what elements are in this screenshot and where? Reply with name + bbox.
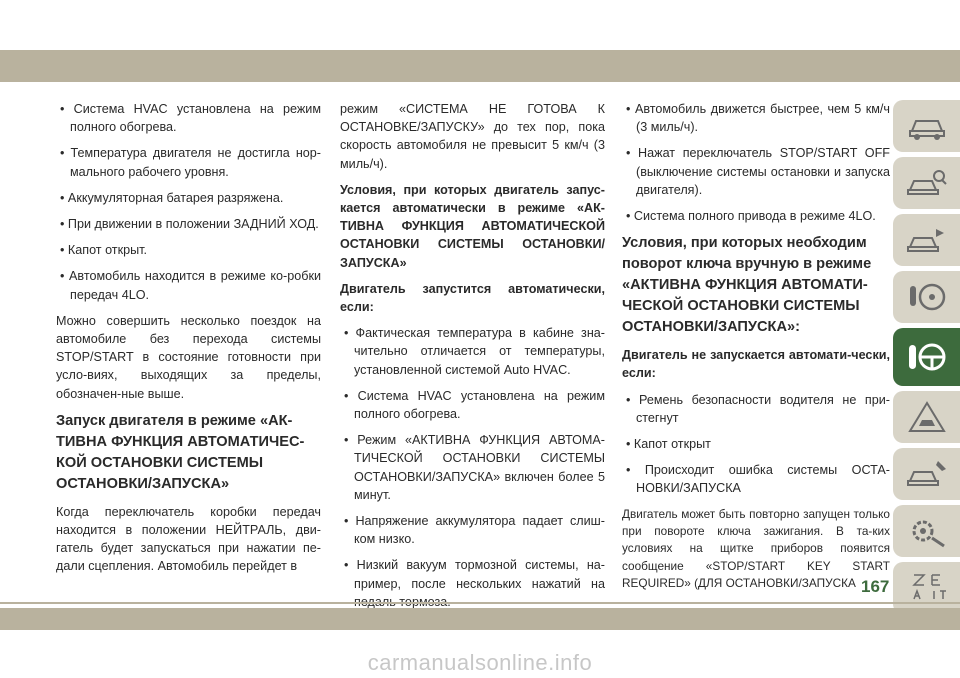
key-wheel-icon xyxy=(906,280,948,314)
list-item: • Автомобиль находится в режиме ко-робки передач 4LO. xyxy=(56,267,321,303)
car-icon xyxy=(906,109,948,143)
subsection-heading: Двигатель не запускается автомати-чески, если: xyxy=(622,348,890,381)
tab-car-search-icon[interactable] xyxy=(893,157,960,209)
section-heading: Условия, при которых необходим поворот ключа вручную в режиме «АКТИВНА ФУНКЦИЯ АВТОМАТИ-ЧЕСКОЙ ОСТАНОВКИ СИСТЕМЫ ОСТАНОВКИ/ЗАПУСКА»: xyxy=(622,235,872,336)
tab-gear-wrench-icon[interactable] xyxy=(893,505,960,557)
column-left xyxy=(56,100,321,584)
warning-car-icon xyxy=(906,400,948,434)
section-heading: Запуск двигателя в режиме «АК-ТИВНА ФУНКЦИЯ АВТОМАТИЧЕС-КОЙ ОСТАНОВКИ СИСТЕМЫ ОСТАНОВКИ/ЗАПУСКА» xyxy=(56,412,305,492)
car-wrench-icon xyxy=(906,457,948,491)
paragraph: режим «СИСТЕМА НЕ ГОТОВА К ОСТАНОВКЕ/ЗАПУСКУ» до тех пор, пока скорость автомобиля не превысит 5 км/ч (3 миль/ч). xyxy=(340,102,605,171)
list-item: • Напряжение аккумулятора падает слиш-ком низко. xyxy=(340,512,605,548)
column-middle xyxy=(340,100,605,619)
tab-car-icon[interactable] xyxy=(893,100,960,152)
subsection-heading: Двигатель запустится автоматически, если: xyxy=(340,281,605,315)
alphabet-index-icon xyxy=(906,571,948,605)
list-item: • Автомобиль движется быстрее, чем 5 км/ч (3 миль/ч). xyxy=(622,100,890,136)
list-item: • Система HVAC установлена на режим полного обогрева. xyxy=(56,100,321,136)
list-item: • Температура двигателя не достигла нор-мального рабочего уровня. xyxy=(56,144,321,180)
list-item: • Ремень безопасности водителя не при-стегнут xyxy=(622,391,890,427)
chapter-tabs xyxy=(893,100,960,619)
tab-key-wheel-icon[interactable] xyxy=(893,271,960,323)
paragraph: Можно совершить несколько поездок на автомобиле без перехода системы STOP/START в состояние готовности при усло-виях, выходящих за пределы, обозначен-ные выше. xyxy=(56,313,321,401)
gear-wrench-icon xyxy=(906,514,948,548)
column-right xyxy=(622,100,890,601)
list-item: • Капот открыт xyxy=(622,435,890,453)
tab-car-wrench-icon[interactable] xyxy=(893,448,960,500)
list-item: • Режим «АКТИВНА ФУНКЦИЯ АВТОМА-ТИЧЕСКОЙ ОСТАНОВКИ СИСТЕМЫ ОСТАНОВКИ/ЗАПУСКА» включен более 5 минут. xyxy=(340,431,605,504)
header-band xyxy=(0,50,960,82)
tab-car-arrow-icon[interactable] xyxy=(893,214,960,266)
car-arrow-icon xyxy=(906,223,948,257)
subsection-heading: Условия, при которых двигатель запус-кается автоматически в режиме «АК-ТИВНА ФУНКЦИЯ АВТОМАТИЧЕСКОЙ ОСТАНОВКИ СИСТЕМЫ ОСТАНОВКИ/ЗАПУСКА» xyxy=(340,182,605,270)
tab-warning-car-icon[interactable] xyxy=(893,391,960,443)
tab-active[interactable] xyxy=(893,328,960,386)
watermark: carmanualsonline.info xyxy=(367,650,593,675)
list-item: • Нажат переключатель STOP/START OFF (выключение системы остановки и запуска двигателя). xyxy=(622,144,890,199)
list-item: • Аккумуляторная батарея разряжена. xyxy=(56,189,321,207)
list-item: • Низкий вакуум тормозной системы, на-пример, после нескольких нажатий на xyxy=(340,556,605,611)
footer-band xyxy=(0,608,960,630)
car-search-icon xyxy=(906,166,948,200)
list-item: • Система HVAC установлена на режим полного обогрева. xyxy=(340,387,605,423)
tab-alphabet-index-icon[interactable] xyxy=(893,562,960,614)
list-item: • Фактическая температура в кабине зна-чительно отличается от температуры, установленной системой Auto HVAC. xyxy=(340,324,605,379)
list-item: • Капот открыт. xyxy=(56,241,321,259)
footer-line xyxy=(0,602,960,604)
list-item: • Система полного привода в режиме 4LO. xyxy=(622,207,890,225)
page-number: 167 xyxy=(861,577,890,596)
steering-wheel-key-icon xyxy=(906,340,948,374)
paragraph: Когда переключатель коробки передач находится в положении НЕЙТРАЛЬ, дви-гатель будет запускаться при нажатии пе-дали сцепления. Автомобиль перейдет в xyxy=(56,504,321,574)
list-item: • При движении в положении ЗАДНИЙ ХОД. xyxy=(56,215,321,233)
paragraph: Двигатель может быть повторно запущен только при повороте ключа зажигания. В та-ких условиях на щитке приборов появится сообщение «STOP/START KEY START REQUIRED» (ДЛЯ ОСТАНОВКИ/ЗАПУСКА xyxy=(622,506,890,591)
list-item: • Происходит ошибка системы ОСТА-НОВКИ/ЗАПУСКА xyxy=(622,461,890,497)
